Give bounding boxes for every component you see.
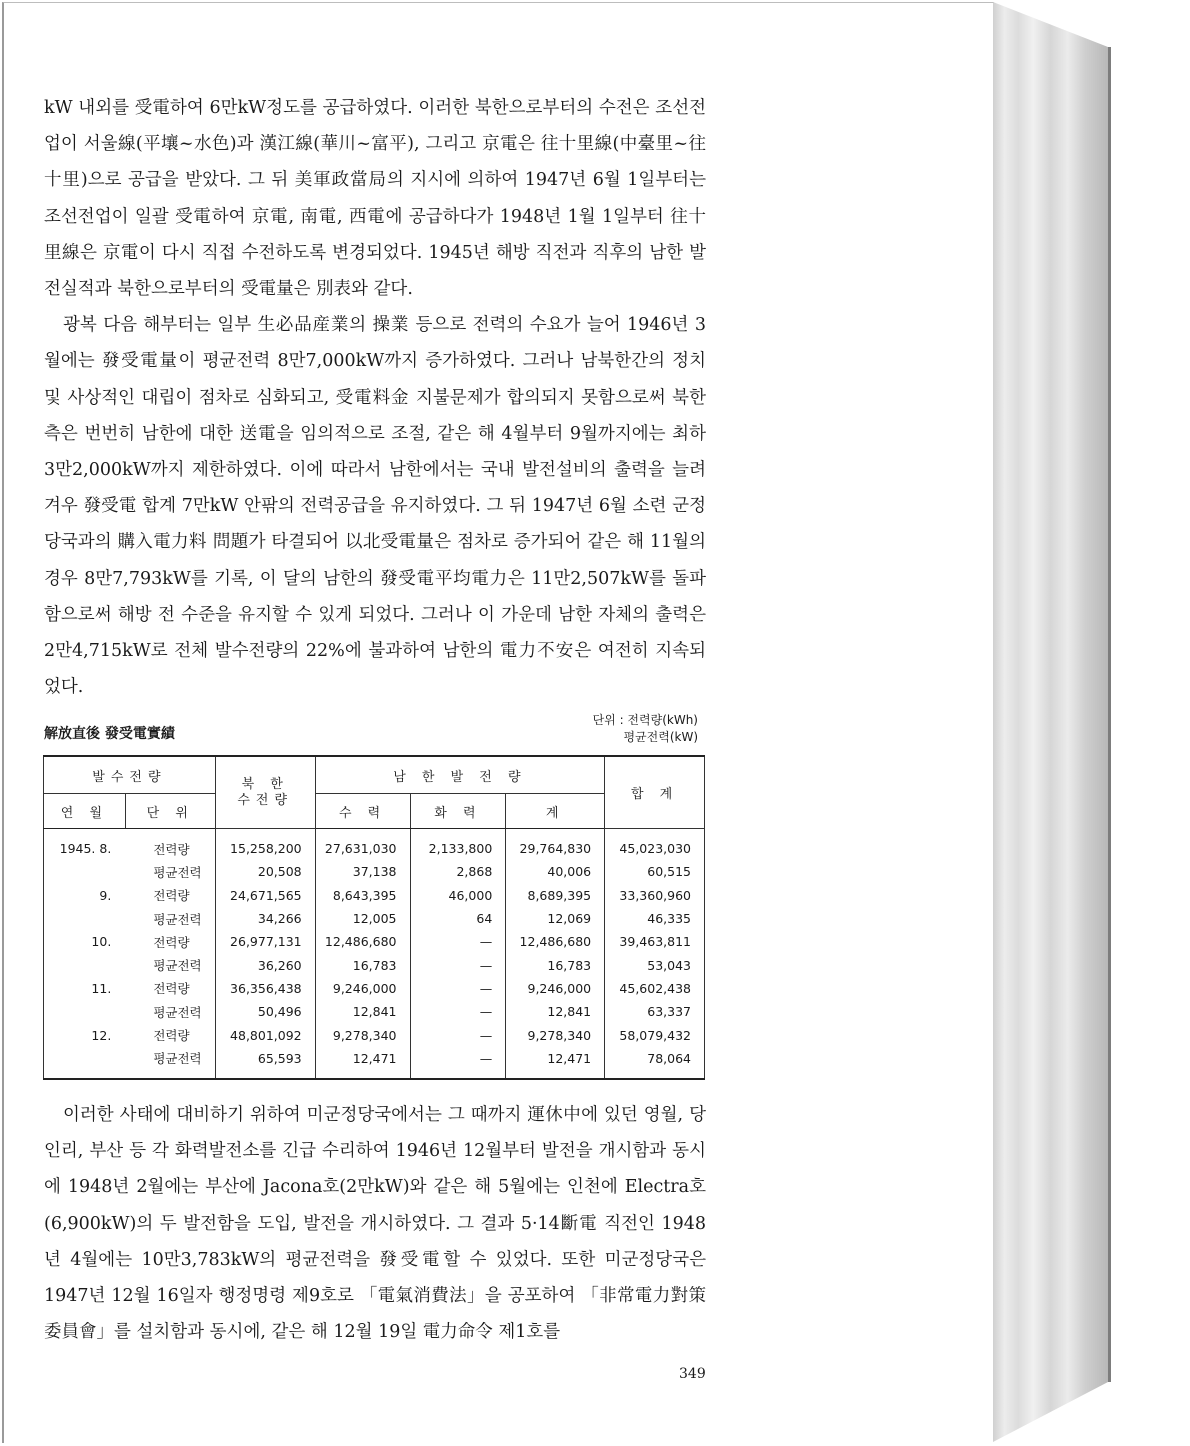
cell-subtotal: 9,246,000 — [506, 977, 605, 1000]
cell-total: 33,360,960 — [605, 884, 705, 907]
book-edge-shadow — [1108, 47, 1111, 1382]
table-row — [44, 1023, 705, 1046]
cell-total: 53,043 — [605, 953, 705, 976]
cell-year-month: 12. — [44, 1023, 126, 1046]
table-row — [44, 860, 705, 883]
body-text-top — [44, 90, 706, 705]
table-row — [44, 907, 705, 930]
cell-total: 45,023,030 — [605, 829, 705, 861]
unit-line-energy: 단위 : 전력량(kWh) — [592, 713, 698, 727]
cell-year-month — [44, 860, 126, 883]
cell-total: 45,602,438 — [605, 977, 705, 1000]
cell-subtotal: 12,486,680 — [506, 930, 605, 953]
cell-hydro: 27,631,030 — [315, 829, 410, 861]
cell-thermal: — — [410, 1000, 506, 1023]
cell-total: 60,515 — [605, 860, 705, 883]
cell-thermal: 46,000 — [410, 884, 506, 907]
paragraph-1: kW 내외를 受電하여 6만kW정도를 공급하였다. 이러한 북한으로부터의 수전은 조선전업이 서울線(平壤~水色)과 漢江線(華川~富平), 그리고 京電은 往十里線(中臺里~往十里)으로 공급을 받았다. 그 뒤 美軍政當局의 지시에 의하여 1947년 6월 1일부터는 조선전업이 일괄 受電하여 京電, 南電, 西電에 공급하다가 1948년 1월 1일부터 往十里線은 京電이 다시 직접 수전하도록 변경되었다. 1945년 해방 직전과 직후의 남한 발전실적과 북한으로부터의 受電量은 別表와 같다. — [44, 98, 706, 300]
cell-hydro: 9,278,340 — [315, 1023, 410, 1046]
cell-subtotal: 9,278,340 — [506, 1023, 605, 1046]
header-subtotal: 계 — [506, 794, 605, 829]
book-page-edges — [993, 2, 1108, 1442]
cell-year-month — [44, 1000, 126, 1023]
cell-year-month — [44, 953, 126, 976]
table-row — [44, 953, 705, 976]
cell-hydro: 8,643,395 — [315, 884, 410, 907]
cell-subtotal: 8,689,395 — [506, 884, 605, 907]
table-row — [44, 829, 705, 861]
cell-thermal: — — [410, 1047, 506, 1079]
cell-year-month: 1945. 8. — [44, 829, 126, 861]
cell-hydro: 9,246,000 — [315, 977, 410, 1000]
cell-total: 78,064 — [605, 1047, 705, 1079]
cell-unit: 전력량 — [125, 930, 215, 953]
cell-north: 26,977,131 — [215, 930, 315, 953]
header-balsu: 발수전량 — [44, 756, 216, 794]
cell-north: 34,266 — [215, 907, 315, 930]
cell-north: 65,593 — [215, 1047, 315, 1079]
power-generation-table — [43, 755, 705, 1080]
header-unit: 단 위 — [125, 794, 215, 829]
cell-total: 39,463,811 — [605, 930, 705, 953]
cell-unit: 전력량 — [125, 1023, 215, 1046]
cell-hydro: 16,783 — [315, 953, 410, 976]
cell-total: 46,335 — [605, 907, 705, 930]
cell-hydro: 12,471 — [315, 1047, 410, 1079]
cell-unit: 평균전력 — [125, 1000, 215, 1023]
cell-subtotal: 12,069 — [506, 907, 605, 930]
cell-unit: 전력량 — [125, 884, 215, 907]
cell-subtotal: 12,471 — [506, 1047, 605, 1079]
cell-subtotal: 40,006 — [506, 860, 605, 883]
unit-line-power: 평균전력(kW) — [623, 730, 698, 744]
table-row — [44, 1047, 705, 1079]
header-north-receipt: 북 한 수전량 — [215, 756, 315, 829]
table-body — [44, 829, 705, 1079]
cell-thermal: — — [410, 1023, 506, 1046]
cell-north: 20,508 — [215, 860, 315, 883]
table-unit-note — [593, 712, 698, 746]
cell-thermal: 64 — [410, 907, 506, 930]
cell-hydro: 37,138 — [315, 860, 410, 883]
cell-north: 24,671,565 — [215, 884, 315, 907]
cell-subtotal: 12,841 — [506, 1000, 605, 1023]
cell-year-month: 9. — [44, 884, 126, 907]
cell-thermal: — — [410, 953, 506, 976]
cell-thermal: 2,133,800 — [410, 829, 506, 861]
cell-total: 63,337 — [605, 1000, 705, 1023]
cell-hydro: 12,486,680 — [315, 930, 410, 953]
header-total: 합 계 — [605, 756, 705, 829]
cell-unit: 전력량 — [125, 977, 215, 1000]
cell-north: 15,258,200 — [215, 829, 315, 861]
table-row — [44, 1000, 705, 1023]
paragraph-2: 광복 다음 해부터는 일부 生必品産業의 操業 등으로 전력의 수요가 늘어 1946년 3월에는 發受電量이 평균전력 8만7,000kW까지 증가하였다. 그러나 남북한간의 정치 및 사상적인 대립이 점차로 심화되고, 受電料金 지불문제가 합의되지 못함으로써 북한측은 번번히 남한에 대한 送電을 임의적으로 조절, 같은 해 4월부터 9월까지에는 최하 3만2,000kW까지 제한하였다. 이에 따라서 남한에서는 국내 발전설비의 출력을 늘려 겨우 發受電 합계 7만kW 안팎의 전력공급을 유지하였다. 그 뒤 1947년 6월 소련 군정당국과의 購入電力料 問題가 타결되어 以北受電量은 점차로 증가되어 같은 해 11월의 경우 8만7,793kW를 기록, 이 달의 남한의 發受電平均電力은 11만2,507kW를 돌파함으로써 해방 전 수준을 유지할 수 있게 되었다. 그러나 이 가운데 남한 자체의 출력은 2만4,715kW로 전체 발수전량의 22%에 불과하여 남한의 電力不安은 여전히 지속되었다. — [44, 315, 706, 698]
cell-unit: 평균전력 — [125, 860, 215, 883]
cell-year-month — [44, 1047, 126, 1079]
header-year-month: 연 월 — [44, 794, 126, 829]
table-row — [44, 930, 705, 953]
cell-hydro: 12,841 — [315, 1000, 410, 1023]
cell-year-month: 11. — [44, 977, 126, 1000]
cell-unit: 평균전력 — [125, 907, 215, 930]
table-row — [44, 977, 705, 1000]
cell-subtotal: 29,764,830 — [506, 829, 605, 861]
table-title: 解放直後 發受電實績 — [44, 726, 175, 742]
cell-thermal: — — [410, 930, 506, 953]
cell-year-month — [44, 907, 126, 930]
header-hydro: 수 력 — [315, 794, 410, 829]
cell-hydro: 12,005 — [315, 907, 410, 930]
cell-subtotal: 16,783 — [506, 953, 605, 976]
page-number: 349 — [679, 1366, 706, 1382]
cell-unit: 전력량 — [125, 829, 215, 861]
cell-north: 48,801,092 — [215, 1023, 315, 1046]
cell-north: 36,260 — [215, 953, 315, 976]
cell-north: 50,496 — [215, 1000, 315, 1023]
cell-unit: 평균전력 — [125, 953, 215, 976]
paragraph-3: 이러한 사태에 대비하기 위하여 미군정당국에서는 그 때까지 運休中에 있던 영월, 당인리, 부산 등 각 화력발전소를 긴급 수리하여 1946년 12월부터 발전을 개시함과 동시에 1948년 2월에는 부산에 Jacona호(2만kW)와 같은 해 5월에는 인천에 Electra호(6,900kW)의 두 발전함을 도입, 발전을 개시하였다. 그 결과 5·14斷電 직전인 1948년 4월에는 10만3,783kW의 평균전력을 發受電할 수 있었다. 또한 미군정당국은 1947년 12월 16일자 행정명령 제9호로 「電氣消費法」을 공포하여 「非常電力對策委員會」를 설치함과 동시에, 같은 해 12월 19일 電力命令 제1호를 — [44, 1105, 706, 1343]
cell-north: 36,356,438 — [215, 977, 315, 1000]
cell-thermal: — — [410, 977, 506, 1000]
cell-thermal: 2,868 — [410, 860, 506, 883]
header-thermal: 화 력 — [410, 794, 506, 829]
cell-total: 58,079,432 — [605, 1023, 705, 1046]
header-south-generation: 남 한 발 전 량 — [315, 756, 605, 794]
cell-unit: 평균전력 — [125, 1047, 215, 1079]
body-text-bottom — [44, 1097, 706, 1350]
table-row — [44, 884, 705, 907]
cell-year-month: 10. — [44, 930, 126, 953]
